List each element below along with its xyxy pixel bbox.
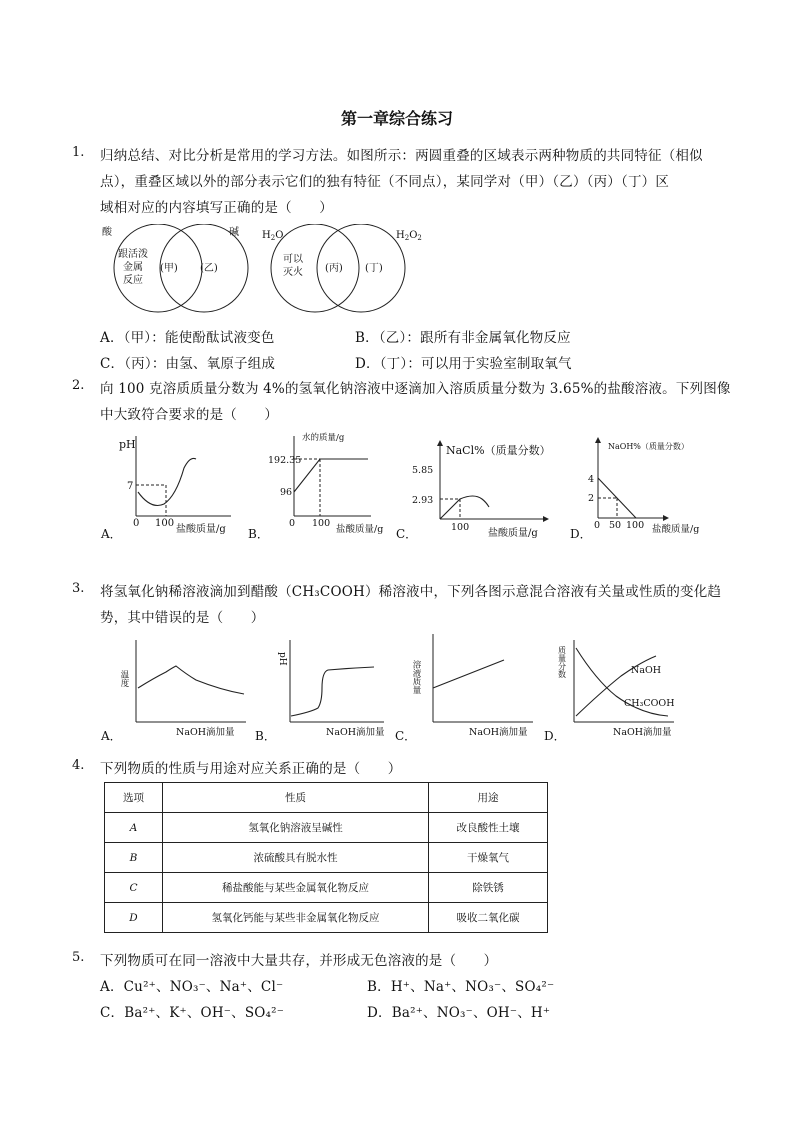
question-number-4: 4.	[72, 758, 85, 773]
q3d-letter: D．	[544, 729, 566, 743]
q2b-xlabel: 盐酸质量/g	[336, 524, 384, 535]
q2c-ytick-1: 5.85	[412, 465, 434, 476]
q1-option-c: C．（丙）：由氢、氧原子组成	[100, 356, 276, 372]
q2d-xlabel: 盐酸质量/g	[652, 524, 700, 535]
q2-line-1: 向 100 克溶质质量分数为 4%的氢氧化钠溶液中逐滴加入溶质质量分数为 3.65%的盐酸溶液。下列图像	[100, 381, 731, 397]
venn1-left-text-2: 金属	[123, 262, 143, 273]
table-cell-property: 氢氧化钙能与某些非金属氧化物反应	[163, 903, 429, 933]
q1-line-2: 点），重叠区域以外的部分表示它们的独有特征（不同点），某同学对（甲）（乙）（丙）（丁）区	[100, 174, 670, 190]
q2-graph-c	[396, 443, 551, 541]
venn1-center-text: (甲)	[160, 263, 178, 274]
q3d-series-naoh: NaOH	[631, 665, 662, 676]
q2a-origin: 0	[133, 518, 140, 529]
q3-line-2: 势，其中错误的是（ ）	[100, 610, 265, 626]
venn-diagram-acid-base	[102, 224, 248, 312]
venn1-left-text-1: 跟活泼	[118, 249, 148, 260]
q2d-ylabel: NaOH%（质量分数）	[608, 442, 689, 451]
venn2-left-text-1: 可以	[283, 254, 303, 265]
q3a-xlabel: NaOH滴加量	[176, 727, 235, 738]
q2-graph-b	[248, 432, 383, 541]
q3b-letter: B．	[255, 729, 276, 743]
table-header-cell: 用途	[429, 783, 548, 813]
venn2-right-label: $H_2O_2$	[396, 230, 422, 242]
q2d-letter: D．	[570, 527, 592, 541]
q3c-xlabel: NaOH滴加量	[469, 727, 528, 738]
q3d-series-ch3cooh: CH₃COOH	[624, 698, 675, 709]
q3-graph-d	[544, 640, 675, 743]
table-cell-option: D	[105, 903, 163, 933]
q2b-xtick: 100	[312, 518, 331, 529]
table-cell-use: 干燥氧气	[429, 843, 548, 873]
q3c-letter: C．	[395, 729, 417, 743]
venn2-right-text: (丁)	[365, 263, 383, 274]
venn-diagram-water-peroxide	[262, 224, 422, 312]
q2-line-2: 中大致符合要求的是（ ）	[100, 407, 279, 423]
venn-diagrams	[100, 224, 430, 314]
venn2-left-text-2: 灭火	[283, 267, 303, 278]
question-number-5: 5.	[72, 950, 85, 965]
q2d-xtick-2: 100	[626, 520, 645, 531]
q2d-xtick-1: 50	[609, 520, 622, 531]
q2a-letter: A．	[101, 527, 122, 541]
q2a-xlabel: 盐酸质量/g	[176, 524, 226, 535]
table-header-row	[105, 783, 548, 813]
q2-graph-d	[570, 440, 699, 541]
q5-line: 下列物质可在同一溶液中大量共存，并形成无色溶液的是（ ）	[100, 953, 498, 969]
q5-option-d: D．Ba²⁺、NO₃⁻、OH⁻、H⁺	[367, 1005, 551, 1021]
q2b-ytick-1: 192.35	[268, 455, 302, 466]
q1-option-d: D．（丁）：可以用于实验室制取氧气	[355, 356, 572, 372]
table-row	[105, 843, 548, 873]
q3b-ylabel: pH	[277, 652, 287, 666]
q2-graph-a	[100, 436, 231, 541]
table-cell-use: 吸收二氧化碳	[429, 903, 548, 933]
q1-line-1: 归纳总结、对比分析是常用的学习方法。如图所示：两圆重叠的区域表示两种物质的共同特征（相似	[100, 148, 703, 164]
property-use-table	[104, 782, 548, 933]
table-cell-option: B	[105, 843, 163, 873]
q2b-origin: 0	[289, 518, 296, 529]
venn1-left-label: 酸	[102, 227, 112, 238]
q2c-ylabel: NaCl%（质量分数）	[446, 444, 551, 457]
q5-option-a: A．Cu²⁺、NO₃⁻、Na⁺、Cl⁻	[100, 979, 284, 995]
table-row	[105, 813, 548, 843]
q3-graph-b	[255, 640, 385, 743]
q3a-ylabel: 温度	[119, 670, 129, 687]
q3-line-1: 将氢氧化钠稀溶液滴加到醋酸（CH₃COOH）稀溶液中，下列各图示意混合溶液有关量或性质的变化趋	[100, 584, 722, 600]
page-title: 第一章综合练习	[340, 109, 453, 128]
q2b-ylabel: 水的质量/g	[302, 433, 345, 443]
venn1-right-label: 碱	[229, 227, 239, 238]
q5-option-c: C．Ba²⁺、K⁺、OH⁻、SO₄²⁻	[100, 1005, 285, 1021]
table-header-cell: 性质	[163, 783, 429, 813]
q3b-xlabel: NaOH滴加量	[326, 727, 385, 738]
q3c-ylabel: 溶液质量	[411, 660, 421, 694]
q3d-ylabel: 质量分数	[557, 646, 567, 678]
q1-option-b: B．（乙）：跟所有非金属氧化物反应	[355, 330, 571, 346]
table-cell-use: 改良酸性土壤	[429, 813, 548, 843]
table-cell-property: 氢氧化钠溶液呈碱性	[163, 813, 429, 843]
q2d-origin: 0	[594, 520, 601, 531]
venn2-left-label: $H_2O$	[262, 230, 284, 242]
table-row	[105, 903, 548, 933]
q1-line-3: 域相对应的内容填写正确的是（ ）	[100, 200, 333, 216]
q3-graph-c	[395, 634, 533, 743]
q2a-ylabel: pH	[119, 438, 136, 451]
table-row	[105, 873, 548, 903]
venn1-right-text: (乙)	[200, 263, 218, 274]
q4-line: 下列物质的性质与用途对应关系正确的是（ ）	[100, 761, 402, 777]
q2b-ytick-2: 96	[280, 487, 293, 498]
question-number-2: 2.	[72, 378, 85, 393]
table-cell-option: A	[105, 813, 163, 843]
q2d-ytick-2: 2	[588, 493, 595, 504]
q1-option-a: A．（甲）：能使酚酞试液变色	[100, 330, 275, 346]
q2b-letter: B．	[248, 527, 269, 541]
q2a-xtick: 100	[155, 518, 175, 529]
q3a-letter: A．	[101, 729, 122, 743]
q2c-xtick: 100	[451, 522, 470, 533]
question-number-1: 1.	[72, 145, 85, 160]
table-cell-option: C	[105, 873, 163, 903]
table-cell-property: 稀盐酸能与某些金属氧化物反应	[163, 873, 429, 903]
table-header-cell: 选项	[105, 783, 163, 813]
q3-graph-a	[100, 640, 246, 743]
q2d-ytick-1: 4	[588, 474, 595, 485]
q2c-ytick-2: 2.93	[412, 495, 434, 506]
q2c-letter: C．	[396, 527, 418, 541]
q5-option-b: B．H⁺、Na⁺、NO₃⁻、SO₄²⁻	[367, 979, 555, 995]
table-cell-use: 除铁锈	[429, 873, 548, 903]
q2-graphs	[96, 426, 716, 544]
q2a-ytick: 7	[127, 481, 134, 492]
q3-graphs	[96, 630, 716, 746]
q2c-xlabel: 盐酸质量/g	[488, 528, 538, 539]
venn1-left-text-3: 反应	[123, 275, 143, 286]
venn2-center-text: (丙)	[325, 263, 343, 274]
q3d-xlabel: NaOH滴加量	[613, 727, 672, 738]
table-cell-property: 浓硫酸具有脱水性	[163, 843, 429, 873]
question-number-3: 3.	[72, 581, 85, 596]
